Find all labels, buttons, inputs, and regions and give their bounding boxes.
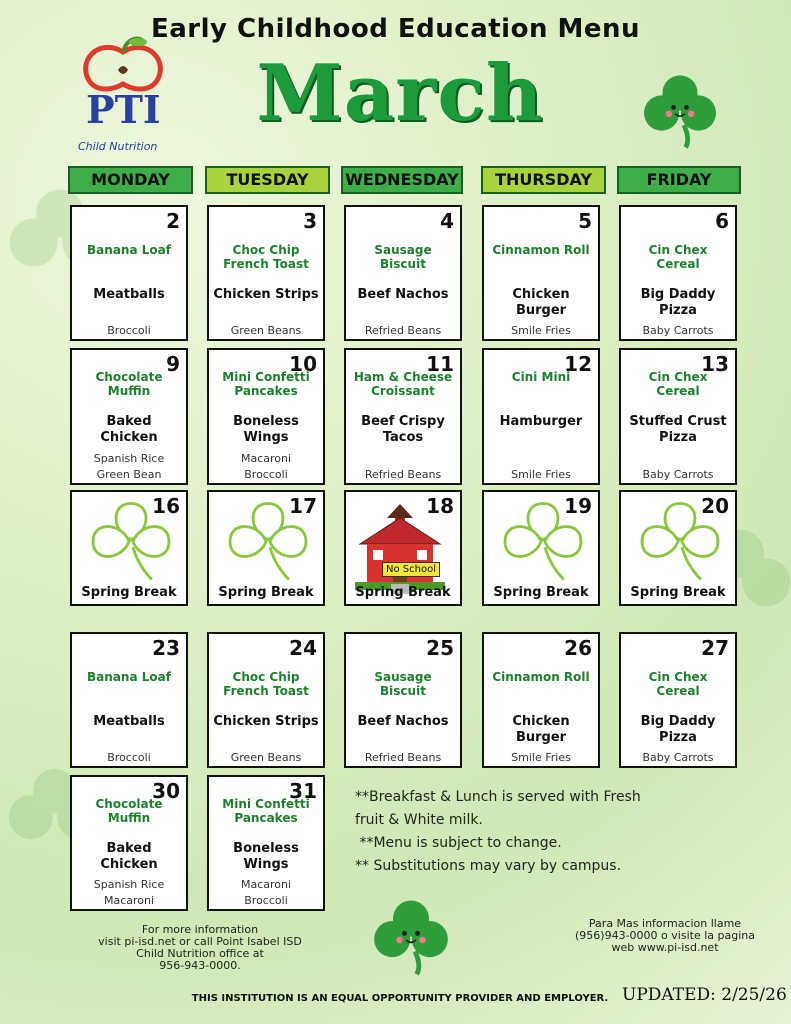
calendar-day-cell — [482, 348, 600, 485]
side-item: Baby Carrots — [642, 751, 714, 764]
month-title: March — [256, 48, 544, 139]
breakfast-item: Banana Loaf — [87, 670, 171, 684]
day-number: 12 — [564, 352, 592, 376]
calendar-day-cell — [619, 632, 737, 768]
shamrock-icon — [640, 68, 720, 150]
day-header-friday: FRIDAY — [617, 166, 741, 194]
logo-letters: PTI — [86, 87, 161, 132]
lunch-item: Chicken Strips — [213, 714, 319, 729]
calendar-day-cell — [207, 775, 325, 911]
contact-info-spanish — [545, 918, 785, 954]
calendar-day-cell — [207, 348, 325, 485]
contact-info-english — [70, 924, 330, 972]
info-line: Child Nutrition office at — [136, 947, 264, 960]
breakfast-item: Mini Confetti Pancakes — [222, 370, 310, 398]
calendar-day-cell — [207, 205, 325, 341]
lunch-item: Big Daddy Pizza — [640, 714, 716, 745]
day-number: 18 — [426, 494, 454, 518]
day-header-tuesday: TUESDAY — [205, 166, 330, 194]
spring-break-label: Spring Break — [218, 585, 314, 600]
lunch-item: Meatballs — [93, 714, 165, 729]
breakfast-item: Banana Loaf — [87, 243, 171, 257]
side-item: Broccoli — [107, 324, 151, 337]
side-item: Smile Fries — [511, 324, 571, 337]
menu-title: Early Childhood Education Menu — [150, 14, 641, 44]
day-number: 16 — [152, 494, 180, 518]
lunch-item: Chicken Strips — [213, 287, 319, 302]
side-item: Smile Fries — [511, 468, 571, 481]
calendar-day-cell — [482, 490, 600, 606]
calendar-day-cell — [619, 490, 737, 606]
day-number: 9 — [166, 352, 180, 376]
clover-outline-icon — [630, 494, 730, 589]
calendar-day-cell — [482, 205, 600, 341]
calendar-day-cell — [344, 205, 462, 341]
breakfast-item: Ham & Cheese Croissant — [353, 370, 453, 398]
lunch-item: Hamburger — [499, 414, 583, 429]
side-item: Spanish Rice — [93, 452, 165, 465]
day-number: 11 — [426, 352, 454, 376]
calendar-day-cell — [344, 348, 462, 485]
calendar-day-cell — [70, 348, 188, 485]
day-number: 27 — [701, 636, 729, 660]
breakfast-item: Sausage Biscuit — [374, 670, 432, 698]
breakfast-item: Mini Confetti Pancakes — [222, 797, 310, 825]
schoolhouse-icon — [355, 504, 445, 596]
side-item: Refried Beans — [364, 468, 442, 481]
lunch-item: Beef Nachos — [357, 287, 449, 302]
day-number: 30 — [152, 779, 180, 803]
breakfast-item: Choc Chip French Toast — [223, 243, 309, 271]
side-item: Macaroni — [240, 878, 292, 891]
day-number: 17 — [289, 494, 317, 518]
day-number: 26 — [564, 636, 592, 660]
day-number: 23 — [152, 636, 180, 660]
calendar-day-cell — [207, 490, 325, 606]
day-number: 19 — [564, 494, 592, 518]
breakfast-item: Cin Chex Cereal — [648, 670, 708, 698]
side-item: Refried Beans — [364, 324, 442, 337]
spring-break-label: Spring Break — [630, 585, 726, 600]
side-item: Broccoli — [244, 468, 288, 481]
side-item: Green Beans — [230, 324, 302, 337]
side-item: Macaroni — [240, 452, 292, 465]
side-item: Refried Beans — [364, 751, 442, 764]
no-school-sign: No School — [382, 562, 440, 577]
day-number: 24 — [289, 636, 317, 660]
breakfast-item: Chocolate Muffin — [95, 797, 163, 825]
day-number: 6 — [715, 209, 729, 233]
lunch-item: Baked Chicken — [100, 414, 158, 445]
day-number: 3 — [303, 209, 317, 233]
spring-break-label: Spring Break — [493, 585, 589, 600]
lunch-item: Stuffed Crust Pizza — [629, 414, 727, 445]
calendar-day-cell — [70, 490, 188, 606]
lunch-item: Big Daddy Pizza — [640, 287, 716, 318]
spring-break-label: Spring Break — [81, 585, 177, 600]
equal-opportunity-statement: THIS INSTITUTION IS AN EQUAL OPPORTUNITY PROVIDER AND EMPLOYER. — [191, 993, 609, 1004]
shamrock-icon — [370, 892, 452, 978]
lunch-item: Boneless Wings — [233, 414, 299, 445]
calendar-day-cell — [70, 632, 188, 768]
day-header-monday: MONDAY — [68, 166, 193, 194]
note-line: fruit & White milk. — [355, 812, 483, 828]
breakfast-item: Sausage Biscuit — [374, 243, 432, 271]
side-item: Spanish Rice — [93, 878, 165, 891]
day-number: 10 — [289, 352, 317, 376]
side-item: Baby Carrots — [642, 324, 714, 337]
breakfast-item: Choc Chip French Toast — [223, 670, 309, 698]
lunch-item: Chicken Burger — [512, 287, 570, 318]
day-number: 25 — [426, 636, 454, 660]
spring-break-label: Spring Break — [355, 585, 451, 600]
breakfast-item: Cin Chex Cereal — [648, 370, 708, 398]
day-number: 5 — [578, 209, 592, 233]
note-line: **Menu is subject to change. — [355, 835, 562, 851]
calendar-day-cell — [344, 632, 462, 768]
side-item: Smile Fries — [511, 751, 571, 764]
day-header-thursday: THURSDAY — [481, 166, 606, 194]
breakfast-item: Chocolate Muffin — [95, 370, 163, 398]
clover-outline-icon — [218, 494, 318, 589]
calendar-day-cell — [482, 632, 600, 768]
note-line: ** Substitutions may vary by campus. — [355, 858, 622, 874]
lunch-item: Chicken Burger — [512, 714, 570, 745]
clover-outline-icon — [81, 494, 181, 589]
breakfast-item: Cinnamon Roll — [492, 670, 590, 684]
lunch-item: Meatballs — [93, 287, 165, 302]
calendar-day-cell — [619, 205, 737, 341]
calendar-day-cell — [344, 490, 462, 606]
info-line: visit pi-isd.net or call Point Isabel ISD — [98, 935, 302, 948]
side-item: Broccoli — [244, 894, 288, 907]
info-line: web www.pi-isd.net — [611, 941, 719, 954]
calendar-day-cell — [70, 775, 188, 911]
day-number: 2 — [166, 209, 180, 233]
lunch-item: Boneless Wings — [233, 841, 299, 872]
menu-notes — [355, 786, 685, 878]
logo-subtitle: Child Nutrition — [78, 140, 158, 153]
lunch-item: Baked Chicken — [100, 841, 158, 872]
info-line: 956-943-0000. — [159, 959, 241, 972]
info-line: (956)943-0000 o visite la pagina — [575, 929, 755, 942]
day-number: 13 — [701, 352, 729, 376]
day-number: 4 — [440, 209, 454, 233]
side-item: Baby Carrots — [642, 468, 714, 481]
calendar-day-cell — [70, 205, 188, 341]
calendar-day-cell — [207, 632, 325, 768]
clover-outline-icon — [493, 494, 593, 589]
note-line: **Breakfast & Lunch is served with Fresh — [355, 789, 641, 805]
side-item: Green Bean — [96, 468, 162, 481]
pti-logo — [68, 32, 178, 157]
lunch-item: Beef Nachos — [357, 714, 449, 729]
info-line: Para Mas informacion llame — [588, 917, 742, 930]
breakfast-item: Cinnamon Roll — [492, 243, 590, 257]
side-item: Broccoli — [107, 751, 151, 764]
side-item: Green Beans — [230, 751, 302, 764]
day-header-wednesday: WEDNESDAY — [341, 166, 463, 194]
apple-icon — [68, 32, 178, 92]
breakfast-item: Cini Mini — [511, 370, 571, 384]
lunch-item: Beef Crispy Tacos — [361, 414, 445, 445]
side-item: Macaroni — [103, 894, 155, 907]
breakfast-item: Cin Chex Cereal — [648, 243, 708, 271]
calendar-day-cell — [619, 348, 737, 485]
day-number: 20 — [701, 494, 729, 518]
info-line: For more information — [141, 923, 259, 936]
updated-date: UPDATED: 2/25/26 — [622, 985, 787, 1005]
day-number: 31 — [289, 779, 317, 803]
